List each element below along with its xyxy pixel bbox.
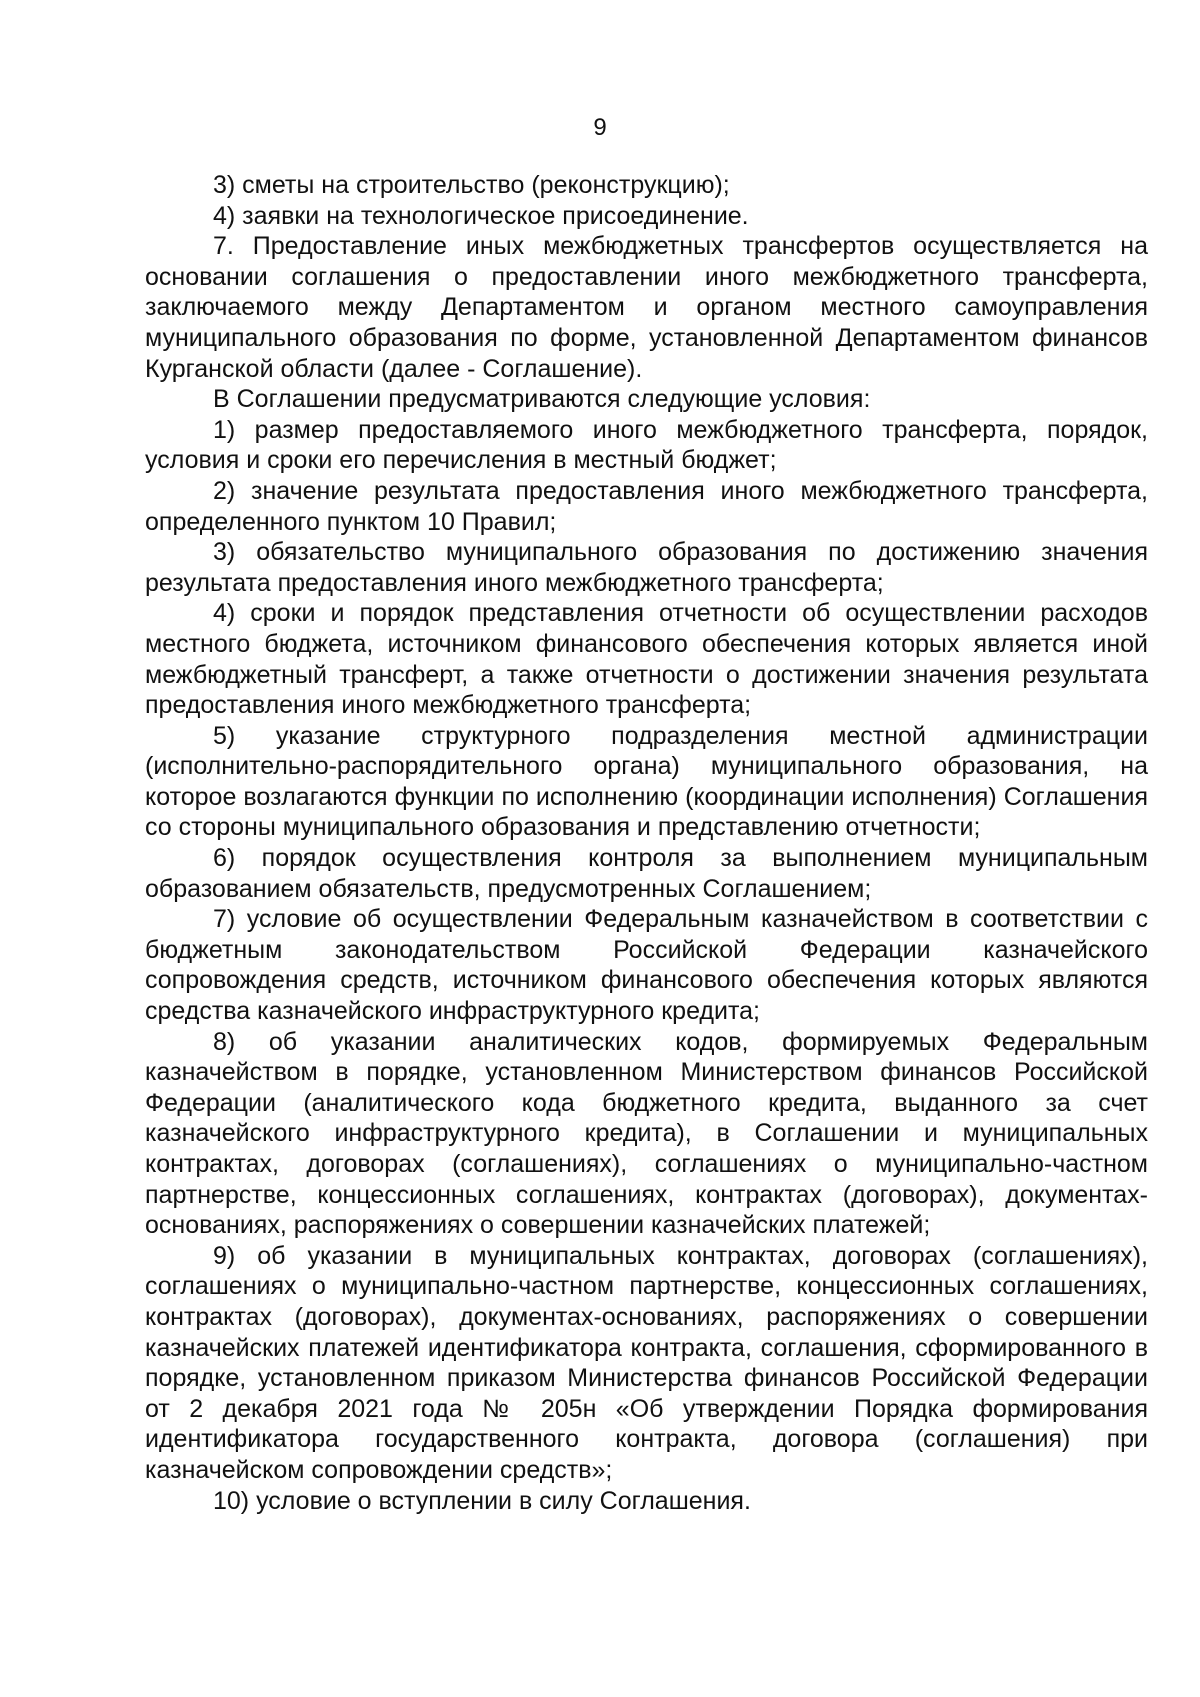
page-number: 9 xyxy=(593,114,607,141)
document-body xyxy=(145,170,1148,1516)
paragraph-condition-5: 5) указание структурного подразделения местной администрации (исполнительно-распорядительного органа) муниципального образования, на которое возлагаются функции по исполнению (координации исполнения) Соглашения со стороны муниципального образования и представлению отчетности; xyxy=(145,721,1148,842)
paragraph-condition-7: 7) условие об осуществлении Федеральным казначейством в соответствии с бюджетным законодательством Российской Федерации казначейского сопровождения средств, источником финансового обеспечения которых являются средства казначейского инфраструктурного кредита; xyxy=(145,905,1148,1026)
paragraph-condition-4: 4) сроки и порядок представления отчетности об осуществлении расходов местного бюджета, источником финансового обеспечения которых является иной межбюджетный трансферт, а также отчетности о достижении значения результата предоставления иного межбюджетного трансферта; xyxy=(145,599,1148,720)
paragraph-condition-10: 10) условие о вступлении в силу Соглашения. xyxy=(213,1486,751,1515)
paragraph-condition-2: 2) значение результата предоставления иного межбюджетного трансферта, определенного пунктом 10 Правил; xyxy=(145,476,1148,536)
paragraph-item-3-estimates: 3) сметы на строительство (реконструкцию); xyxy=(213,171,730,199)
paragraph-condition-6: 6) порядок осуществления контроля за выполнением муниципальным образованием обязательств, предусмотренных Соглашением; xyxy=(145,844,1148,903)
paragraph-condition-9: 9) об указании в муниципальных контрактах, договорах (соглашениях), соглашениях о муниципально-частном партнерстве, концессионных соглашениях, контрактах (договорах), документах-основаниях, распоряжениях о совершении казначейских платежей идентификатора контракта, соглашения, сформированного в порядке, установленном приказом Министерства финансов Российской Федерации от 2 декабря 2021 года № 205н «Об утверждении Порядка формирования идентификатора государственного контракта, договора (соглашения) при казначейском сопровождении средств»; xyxy=(145,1241,1148,1484)
paragraph-clause-7: 7. Предоставление иных межбюджетных трансфертов осуществляется на основании соглашения о предоставлении иного межбюджетного трансферта, заключаемого между Департаментом и органом местного самоуправления муниципального образования по форме, установленной Департаментом финансов Курганской области (далее - Соглашение). xyxy=(145,232,1148,383)
paragraph-condition-1: 1) размер предоставляемого иного межбюджетного трансферта, порядок, условия и сроки его перечисления в местный бюджет; xyxy=(145,415,1148,475)
paragraph-condition-8: 8) об указании аналитических кодов, формируемых Федеральным казначейством в порядке, установленном Министерством финансов Российской Федерации (аналитического кода бюджетного кредита, выданного за счет казначейского инфраструктурного кредита), в Соглашении и муниципальных контрактах, договорах (соглашениях), соглашениях о муниципально-частном партнерстве, концессионных соглашениях, контрактах (договорах), документах-основаниях, распоряжениях о совершении казначейских платежей; xyxy=(145,1027,1148,1240)
paragraph-conditions-intro: В Соглашении предусматриваются следующие условия: xyxy=(213,385,871,414)
paragraph-condition-3: 3) обязательство муниципального образования по достижению значения результата предоставления иного межбюджетного трансферта; xyxy=(145,538,1148,597)
paragraph-item-4-applications: 4) заявки на технологическое присоединение. xyxy=(213,201,749,230)
